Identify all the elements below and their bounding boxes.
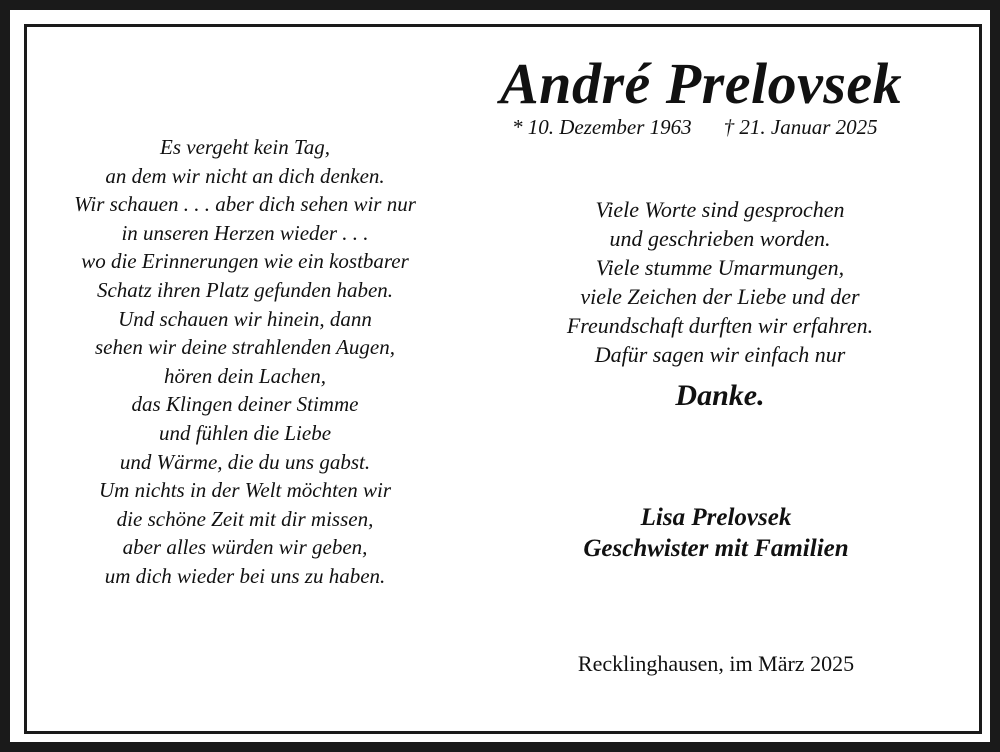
poem-line: Schatz ihren Platz gefunden haben. [96, 277, 394, 302]
thanks-line: viele Zeichen der Liebe und der [580, 284, 860, 309]
thanks-line: Freundschaft durften wir erfahren. [566, 313, 874, 338]
poem-line: an dem wir nicht an dich denken. [105, 163, 385, 188]
poem-line: um dich wieder bei uns zu haben. [104, 563, 386, 588]
poem-line: aber alles würden wir geben, [122, 535, 368, 560]
signers [500, 502, 932, 564]
poem-line: Es vergeht kein Tag, [160, 135, 330, 159]
signer-line: Lisa Prelovsek [640, 504, 792, 531]
death-date: † 21. Januar 2025 [723, 115, 878, 139]
poem-line: das Klingen deiner Stimme [131, 392, 359, 417]
poem-line: Um nichts in der Welt möchten wir [98, 478, 392, 503]
place-and-date: Recklinghausen, im März 2025 [577, 651, 855, 676]
poem-line: und fühlen die Liebe [158, 420, 332, 445]
thanks-line: und geschrieben worden. [609, 226, 831, 251]
poem-line: sehen wir deine strahlenden Augen, [95, 335, 395, 360]
poem-line: wo die Erinnerungen wie ein kostbarer [81, 249, 409, 274]
thanks-text [510, 195, 930, 369]
life-dates [512, 115, 932, 139]
poem-line: hören dein Lachen, [164, 363, 326, 388]
poem-line: Wir schauen . . . aber dich sehen wir nur [74, 192, 416, 217]
thanks-line: Viele Worte sind gesprochen [595, 197, 845, 222]
danke-heading: Danke. [675, 379, 765, 412]
birth-date: * 10. Dezember 1963 [512, 115, 692, 139]
deceased-name: André Prelovsek [500, 51, 903, 116]
poem-line: in unseren Herzen wieder . . . [121, 220, 369, 245]
memorial-poem [30, 133, 460, 591]
poem-line: und Wärme, die du uns gabst. [119, 449, 371, 474]
signer-line: Geschwister mit Familien [583, 535, 849, 562]
thanks-line: Viele stumme Umarmungen, [595, 255, 845, 280]
poem-line: die schöne Zeit mit dir missen, [116, 506, 374, 531]
poem-line: Und schauen wir hinein, dann [118, 306, 372, 331]
thanks-line: Dafür sagen wir einfach nur [594, 342, 846, 367]
